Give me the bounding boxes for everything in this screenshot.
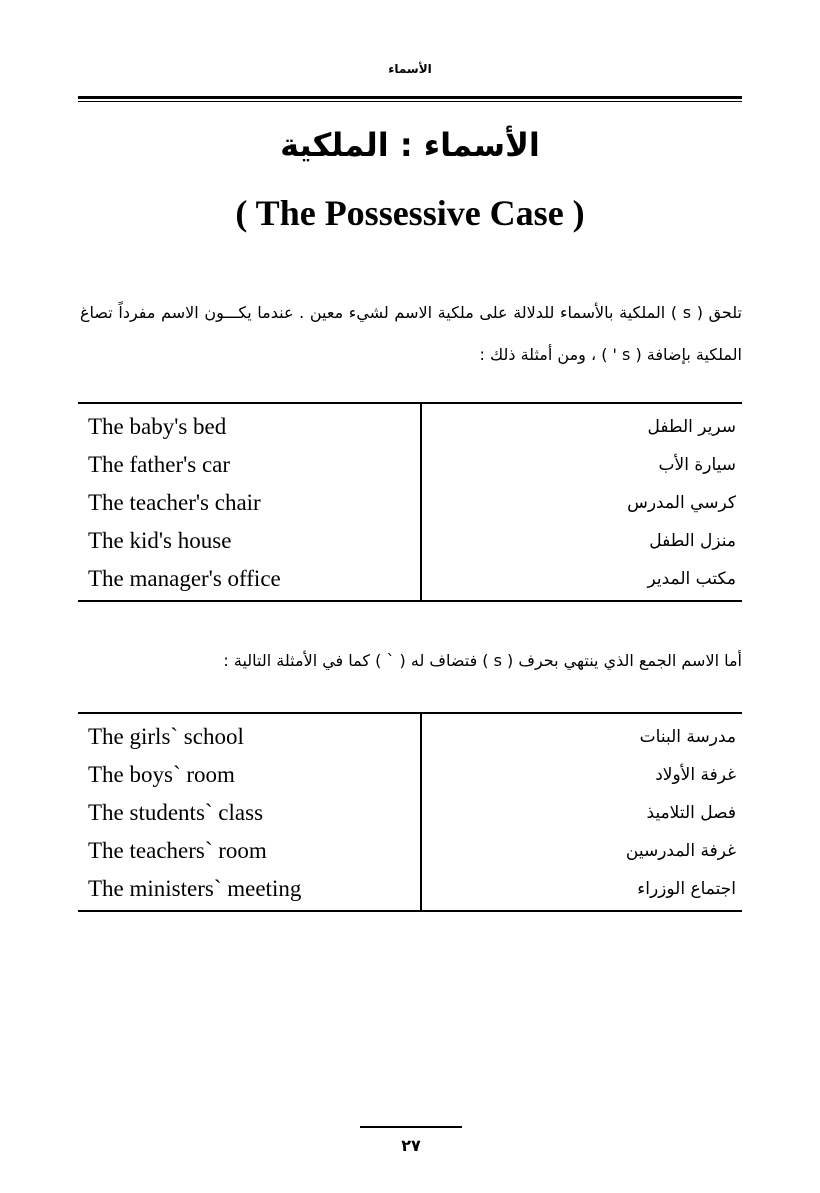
arabic-translation: مكتب المدير bbox=[647, 569, 736, 589]
table-row bbox=[78, 522, 742, 560]
arabic-translation: اجتماع الوزراء bbox=[637, 879, 736, 899]
singular-examples-table bbox=[78, 402, 742, 602]
table-row bbox=[78, 794, 742, 832]
arabic-translation: غرفة الأولاد bbox=[655, 765, 736, 785]
plural-examples-table bbox=[78, 712, 742, 912]
page-title-arabic: الأسماء : الملكية bbox=[280, 126, 540, 164]
table-row bbox=[78, 560, 742, 601]
table-row bbox=[78, 756, 742, 794]
arabic-translation: سيارة الأب bbox=[658, 455, 736, 475]
arabic-translation: فصل التلاميذ bbox=[646, 803, 736, 823]
english-example: The baby's bed bbox=[78, 403, 421, 446]
header-rule-thick bbox=[78, 96, 742, 99]
intro-paragraph: تلحق ( s ) الملكية بالأسماء للدلالة على ملكية الاسم لشيء معين . عندما يكـــون الاسم مفرداً تصاغ الملكية بإضافة ( s ' ) ، ومن أمثلة ذلك : bbox=[80, 303, 742, 364]
table-row bbox=[78, 446, 742, 484]
english-example: The girls` school bbox=[78, 713, 421, 756]
english-example: The manager's office bbox=[78, 560, 421, 601]
arabic-translation: سرير الطفل bbox=[647, 417, 736, 437]
arabic-translation: منزل الطفل bbox=[649, 531, 736, 551]
page-number: ٢٧ bbox=[401, 1136, 421, 1155]
english-example: The boys` room bbox=[78, 756, 421, 794]
table-row bbox=[78, 403, 742, 446]
running-header: الأسماء bbox=[388, 62, 432, 76]
arabic-translation: مدرسة البنات bbox=[639, 727, 736, 747]
header-rule-thin bbox=[78, 101, 742, 102]
plural-paragraph: أما الاسم الجمع الذي ينتهي بحرف ( s ) فتضاف له ( ` ) كما في الأمثلة التالية : bbox=[223, 651, 742, 670]
table-row bbox=[78, 832, 742, 870]
english-example: The ministers` meeting bbox=[78, 870, 421, 911]
footer-rule bbox=[360, 1126, 462, 1128]
english-example: The kid's house bbox=[78, 522, 421, 560]
table-row bbox=[78, 484, 742, 522]
english-example: The father's car bbox=[78, 446, 421, 484]
arabic-translation: كرسي المدرس bbox=[627, 493, 736, 513]
table-row bbox=[78, 713, 742, 756]
english-example: The students` class bbox=[78, 794, 421, 832]
english-example: The teacher's chair bbox=[78, 484, 421, 522]
table-row bbox=[78, 870, 742, 911]
arabic-translation: غرفة المدرسين bbox=[625, 841, 736, 861]
english-example: The teachers` room bbox=[78, 832, 421, 870]
page-title-english: ( The Possessive Case ) bbox=[235, 193, 585, 233]
